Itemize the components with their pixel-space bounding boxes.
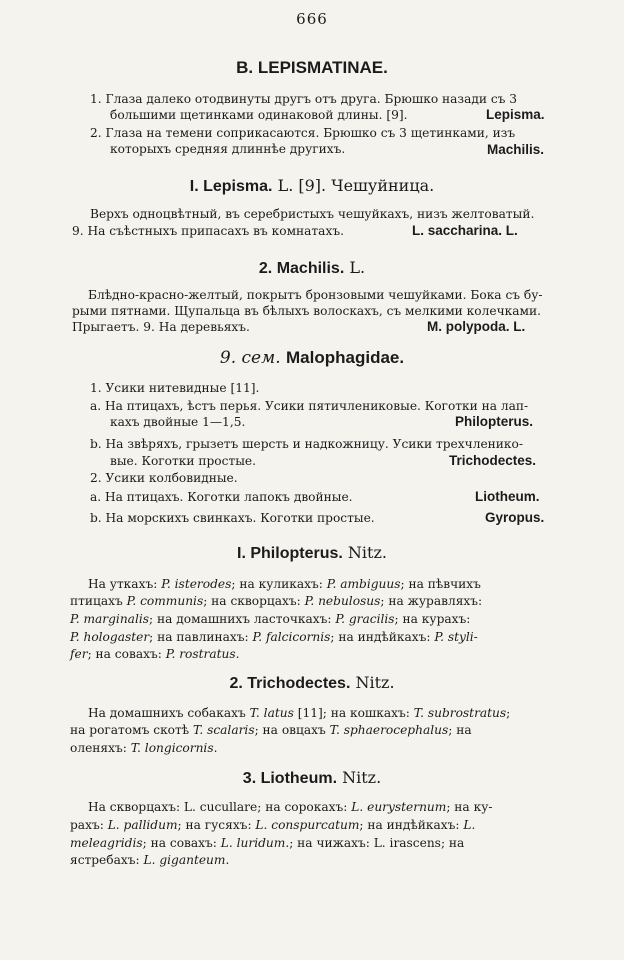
genus-heading-rest: Nitz. (342, 768, 382, 787)
key2-genus: Philopterus. (455, 414, 534, 429)
species-name: P. falcicornis (252, 630, 331, 644)
species-name: P. marginalis (70, 612, 149, 626)
subfamily-heading: B. LEPISMATINAE. (236, 58, 388, 77)
key1-genus: Lepisma. (486, 107, 545, 122)
species-name: L. pallidum (107, 818, 178, 832)
key1-line: большими щетинками одинаковой длины. [9]. (110, 108, 408, 122)
host-line (88, 706, 510, 721)
host-text: . (235, 647, 240, 661)
host-line (88, 800, 492, 815)
key2-line: кахъ двойные 1—1,5. (110, 415, 246, 429)
family-heading (0, 348, 624, 368)
key1-line: которыхъ средняя длиннѣе другихъ. (110, 142, 346, 156)
host-text: На домашнихъ собакахъ (88, 706, 250, 720)
host-line (70, 647, 239, 662)
key2-line: b. На звѣряхъ, грызетъ шерсть и надкожницу. Усики трехчленико- (90, 437, 523, 451)
description-line: Блѣдно-красно-желтый, покрытъ бронзовыми чешуйками. Бока съ бу- (88, 288, 543, 302)
genus-heading-name: I. Philopterus. (237, 545, 343, 562)
genus-heading-rest: Nitz. (347, 543, 387, 562)
key2-line: вые. Коготки простые. (110, 454, 256, 468)
key2-line: a. На птицахъ, ѣстъ перья. Усики пятичлениковые. Коготки на лап- (90, 399, 529, 413)
species-name: L. giganteum (143, 853, 226, 867)
host-line (70, 741, 217, 756)
host-line (70, 723, 472, 738)
species-name: P. isterodes (161, 577, 232, 591)
genus-heading-name: 2. Machilis. (258, 260, 345, 277)
host-text: [11]; на кошкахъ: (293, 706, 414, 720)
host-line (88, 577, 481, 592)
host-text: ; на журавляхъ: (380, 594, 483, 608)
species-name: L. (463, 818, 476, 832)
host-text: ; на ку- (446, 800, 493, 814)
host-line (70, 630, 478, 645)
genus-heading-rest: L. (349, 258, 366, 277)
key2-genus: Liotheum. (475, 489, 540, 504)
species-name: M. polypoda. L. (427, 319, 526, 334)
key2-line: b. На морскихъ свинкахъ. Коготки простые. (90, 511, 375, 525)
species-name: meleagridis (70, 836, 143, 850)
host-text: рахъ: (70, 818, 108, 832)
host-text: ; на индѣйкахъ: (359, 818, 464, 832)
key2-line: 1. Усики нитевидные [11]. (90, 381, 260, 395)
genus-heading-name: 2. Trichodectes. (229, 675, 351, 692)
genus-heading-name: 3. Liotheum. (242, 770, 338, 787)
key2-line: a. На птицахъ. Коготки лапокъ двойные. (90, 490, 353, 504)
species-name: T. scalaris (193, 723, 255, 737)
species-name: P. gracilis (335, 612, 395, 626)
key2-genus: Gyropus. (485, 510, 545, 525)
genus-heading (0, 176, 624, 196)
genus-heading-name: I. Lepisma. (189, 178, 273, 195)
page-number: 666 (296, 10, 328, 28)
species-name: P. nebulosus (304, 594, 381, 608)
host-text: ; на пѣвчихъ (400, 577, 481, 591)
host-text: На скворцахъ: L. cucullare; на сорокахъ: (88, 800, 352, 814)
host-text: ; на куликахъ: (231, 577, 327, 591)
key2-line: 2. Усики колбовидные. (90, 471, 238, 485)
genus-heading (0, 673, 624, 693)
species-name: L. eurysternum (351, 800, 447, 814)
host-line (70, 853, 229, 868)
host-text: ястребахъ: (70, 853, 144, 867)
host-text: на рогатомъ скотѣ (70, 723, 193, 737)
host-text: ; на чижахъ: L. irascens; на (289, 836, 465, 850)
description-line: 9. На съѣстныхъ припасахъ въ комнатахъ. (72, 224, 344, 238)
host-line (70, 594, 482, 609)
species-name: P. communis (126, 594, 204, 608)
description-line: рыми пятнами. Щупальца въ бѣлыхъ волоскахъ, съ мелкими колечками. (72, 304, 542, 318)
family-name: Malophagidae. (286, 348, 405, 367)
host-text: . (225, 853, 230, 867)
host-text: . (213, 741, 218, 755)
genus-heading (0, 768, 624, 788)
host-text: ; (506, 706, 511, 720)
genus-heading (0, 543, 624, 563)
host-line (70, 836, 464, 851)
species-name: T. sphaerocephalus (329, 723, 449, 737)
host-line (70, 818, 475, 833)
host-text: На уткахъ: (88, 577, 162, 591)
species-name: P. ambiguus (326, 577, 401, 591)
host-text: оленяхъ: (70, 741, 131, 755)
host-text: ; на овцахъ (254, 723, 330, 737)
host-text: ; на домашнихъ ласточкахъ: (149, 612, 336, 626)
host-text: ; на курахъ: (394, 612, 471, 626)
species-name: L. luridum. (220, 836, 290, 850)
host-line (70, 612, 470, 627)
species-name: L. saccharina. L. (412, 223, 518, 238)
species-name: P. hologaster (70, 630, 150, 644)
species-name: L. conspurcatum (255, 818, 360, 832)
species-name: T. subrostratus (413, 706, 507, 720)
family-number: 9. сем. (219, 348, 281, 368)
host-text: ; на индѣйкахъ: (330, 630, 435, 644)
key1-genus: Machilis. (487, 142, 545, 157)
species-name: T. longicornis (130, 741, 214, 755)
host-text: ; на совахъ: (142, 836, 221, 850)
species-name: P. rostratus (165, 647, 236, 661)
host-text: ; на павлинахъ: (149, 630, 253, 644)
host-text: ; на скворцахъ: (203, 594, 305, 608)
key1-line: 1. Глаза далеко отодвинуты другъ отъ друга. Брюшко назади съ 3 (90, 92, 518, 106)
genus-heading-rest: Nitz. (355, 673, 395, 692)
description-line: Верхъ одноцвѣтный, въ серебристыхъ чешуйкахъ, низъ желтоватый. (90, 207, 535, 221)
description-line: Прыгаетъ. 9. На деревьяхъ. (72, 320, 250, 334)
host-text: ; на совахъ: (87, 647, 166, 661)
species-name: P. styli- (434, 630, 478, 644)
key1-line: 2. Глаза на темени соприкасаются. Брюшко съ 3 щетинками, изъ (90, 126, 516, 140)
host-text: ; на гусяхъ: (177, 818, 256, 832)
genus-heading-rest: L. [9]. Чешуйница. (277, 176, 435, 195)
species-name: T. latus (249, 706, 294, 720)
host-text: птицахъ (70, 594, 127, 608)
host-text: ; на (448, 723, 472, 737)
key2-genus: Trichodectes. (449, 453, 537, 468)
species-name: fer (70, 647, 88, 661)
genus-heading (0, 258, 624, 278)
